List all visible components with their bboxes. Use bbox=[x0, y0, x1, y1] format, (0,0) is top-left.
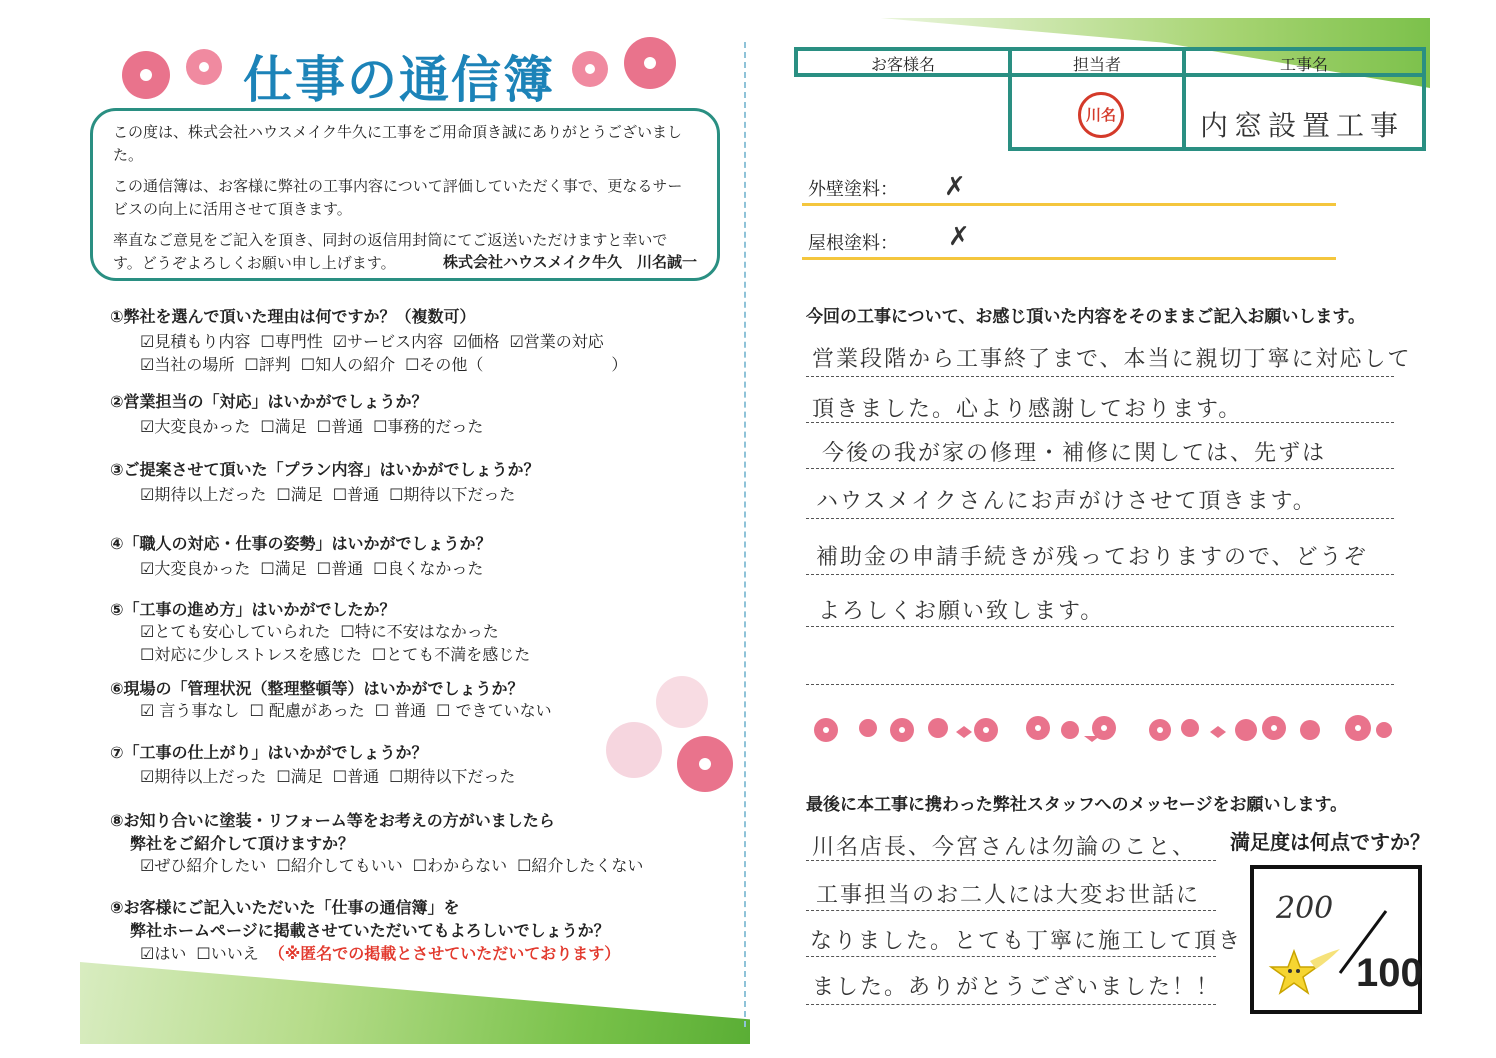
option[interactable]: ☐ できていない bbox=[436, 701, 552, 720]
question-8-options bbox=[140, 853, 653, 876]
option[interactable]: ☐ 配慮があった bbox=[249, 701, 365, 720]
question-7: ⑦「工事の仕上がり」はいかがでしょうか？ bbox=[110, 743, 428, 762]
message-rule bbox=[806, 860, 1216, 861]
question-3-options bbox=[140, 482, 525, 505]
question-2: ②営業担当の「対応」はいかがでしょうか？ bbox=[110, 392, 428, 411]
option[interactable]: ☐事務的だった bbox=[373, 417, 484, 436]
question-1-options-row2 bbox=[140, 352, 637, 375]
intro-signature: 株式会社ハウスメイク牛久 川名誠一 bbox=[443, 253, 697, 271]
question-1: ①弊社を選んで頂いた理由は何ですか？（複数可） bbox=[110, 307, 476, 326]
option[interactable]: ☐満足 bbox=[260, 559, 307, 578]
question-8-line2: 弊社をご紹介して頂けますか？ bbox=[130, 834, 355, 853]
option[interactable]: ☑ぜひ紹介したい bbox=[140, 856, 267, 875]
comment-rule bbox=[806, 574, 1394, 575]
comment-line: 今後の我が家の修理・補修に関しては、先ずは bbox=[822, 441, 1327, 466]
roof-paint-line bbox=[802, 257, 1336, 260]
option[interactable]: ☑当社の場所 bbox=[140, 355, 235, 374]
option[interactable]: ☑営業の対応 bbox=[509, 332, 604, 351]
comment-line: よろしくお願い致します。 bbox=[818, 599, 1105, 624]
intro-box bbox=[90, 108, 720, 281]
score-heading: 満足度は何点ですか？ bbox=[1230, 830, 1430, 854]
option[interactable]: ☑ 言う事なし bbox=[140, 701, 240, 720]
option[interactable]: ☐普通 bbox=[332, 485, 380, 504]
question-8: ⑧お知り合いに塗装・リフォーム等をお考えの方がいましたら bbox=[110, 811, 555, 830]
center-divider bbox=[744, 42, 746, 1027]
option[interactable]: ☐知人の紹介 bbox=[300, 355, 396, 374]
option[interactable]: ☐いいえ bbox=[196, 944, 259, 963]
wall-paint-label: 外壁塗料： bbox=[808, 179, 898, 200]
intro-paragraph-1: この度は、株式会社ハウスメイク牛久に工事をご用命頂き誠にありがとうございました。 bbox=[113, 123, 682, 164]
option[interactable]: ☐普通 bbox=[316, 559, 364, 578]
message-rule bbox=[806, 1004, 1216, 1005]
option[interactable]: ☐専門性 bbox=[260, 332, 323, 351]
option[interactable]: ☐とても不満を感じた bbox=[371, 645, 531, 664]
option[interactable]: ☐満足 bbox=[276, 767, 323, 786]
message-line: 工事担当のお二人には大変お世話に bbox=[816, 883, 1201, 908]
staff-stamp: 川名 bbox=[1078, 92, 1124, 138]
customer-label: お客様名 bbox=[870, 55, 935, 74]
option[interactable]: ☐評判 bbox=[244, 355, 291, 374]
intro-paragraph-2b: ビスの向上に活用させて頂きます。 bbox=[113, 200, 352, 218]
message-rule bbox=[806, 956, 1216, 957]
staff-label: 担当者 bbox=[1072, 55, 1121, 74]
comments-heading: 今回の工事について、お感じ頂いた内容をそのままご記入お願いします。 bbox=[806, 307, 1365, 327]
option[interactable]: ☐紹介したくない bbox=[517, 856, 644, 875]
question-4: ④「職人の対応・仕事の姿勢」はいかがでしょうか？ bbox=[110, 534, 492, 553]
option[interactable]: ☐満足 bbox=[260, 417, 307, 436]
message-line: ました。ありがとうございました！！ bbox=[812, 975, 1221, 1000]
roof-paint-label: 屋根塗料： bbox=[808, 233, 898, 254]
bottom-green-band bbox=[80, 962, 750, 1044]
comment-rule bbox=[806, 422, 1394, 423]
intro-paragraph-2a: この通信簿は、お客様に弊社の工事内容について評価していただく事で、更なるサー bbox=[113, 177, 683, 195]
comment-rule bbox=[806, 684, 1394, 685]
option[interactable]: ☐良くなかった bbox=[373, 559, 484, 578]
cherry-blossom-icon bbox=[116, 45, 251, 105]
question-5-options-row2 bbox=[140, 642, 540, 665]
score-max: 100 bbox=[1356, 951, 1423, 995]
option[interactable]: ☑価格 bbox=[453, 332, 500, 351]
question-1-options-row1 bbox=[140, 329, 614, 352]
comment-line: 補助金の申請手続きが残っておりますので、どうぞ bbox=[816, 545, 1368, 570]
question-7-options bbox=[140, 764, 525, 787]
flower-ribbon bbox=[806, 712, 1396, 748]
comment-line: 営業段階から工事終了まで、本当に親切丁寧に対応して bbox=[812, 347, 1412, 372]
work-name-value: 内窓設置工事 bbox=[1200, 109, 1405, 142]
page-title: 仕事の通信簿 bbox=[243, 51, 555, 109]
star-mascot-icon bbox=[1264, 947, 1344, 997]
question-6: ⑥現場の「管理状況（整理整頓等）はいかがでしょうか？ bbox=[110, 679, 524, 698]
wall-paint-line bbox=[802, 203, 1336, 206]
comment-rule bbox=[806, 376, 1394, 377]
intro-paragraph-3b: す。どうぞよろしくお願い申し上げます。 bbox=[113, 254, 396, 272]
score-value: 200 bbox=[1276, 891, 1334, 926]
option[interactable]: ☑サービス内容 bbox=[332, 332, 444, 351]
question-3: ③ご提案させて頂いた「プラン内容」はいかがでしょうか？ bbox=[110, 460, 540, 479]
roof-paint-value: ✗ bbox=[948, 222, 970, 252]
option[interactable]: ☑はい bbox=[140, 944, 187, 963]
question-4-options bbox=[140, 556, 493, 579]
option[interactable]: ☐期待以下だった bbox=[389, 767, 516, 786]
work-label: 工事名 bbox=[1279, 55, 1328, 74]
option[interactable]: ☑とても安心していられた bbox=[140, 622, 331, 641]
comment-line: ハウスメイクさんにお声がけさせて頂きます。 bbox=[816, 489, 1317, 514]
question-9-line2: 弊社ホームページに掲載させていただいてもよろしいでしょうか？ bbox=[130, 921, 610, 940]
score-box bbox=[1250, 865, 1422, 1014]
option[interactable]: ☐普通 bbox=[332, 767, 380, 786]
option[interactable]: ☐ 普通 bbox=[374, 701, 427, 720]
option[interactable]: ☐対応に少しストレスを感じた bbox=[140, 645, 362, 664]
option[interactable]: ☐その他（ ） bbox=[405, 355, 628, 374]
comment-rule bbox=[806, 626, 1394, 627]
message-line: なりました。とても丁寧に施工して頂き bbox=[810, 929, 1243, 954]
option[interactable]: ☐満足 bbox=[276, 485, 323, 504]
comment-rule bbox=[806, 518, 1394, 519]
question-5: ⑤「工事の進め方」はいかがでしたか？ bbox=[110, 600, 396, 619]
option[interactable]: ☑大変良かった bbox=[140, 559, 251, 578]
option[interactable]: ☐紹介してもいい bbox=[276, 856, 403, 875]
cherry-blossom-icon bbox=[600, 672, 740, 807]
comment-line: 頂きました。心より感謝しております。 bbox=[812, 397, 1243, 422]
option[interactable]: ☑期待以上だった bbox=[140, 767, 267, 786]
option[interactable]: ☑見積もり内容 bbox=[140, 332, 251, 351]
intro-paragraph-3a: 率直なご意見をご記入を頂き、同封の返信用封筒にてご返送いただけますと幸いで bbox=[113, 231, 668, 249]
option[interactable]: ☐普通 bbox=[316, 417, 364, 436]
cherry-blossom-icon bbox=[568, 35, 683, 95]
option[interactable]: ☐特に不安はなかった bbox=[340, 622, 499, 641]
option[interactable]: ☑期待以上だった bbox=[140, 485, 267, 504]
question-9: ⑨お客様にご記入いただいた「仕事の通信簿」を bbox=[110, 898, 460, 917]
option[interactable]: ☐期待以下だった bbox=[389, 485, 516, 504]
question-2-options bbox=[140, 414, 493, 437]
question-5-options-row1 bbox=[140, 619, 509, 642]
option[interactable]: ☐わからない bbox=[412, 856, 508, 875]
question-6-options bbox=[140, 698, 562, 721]
question-9-options bbox=[140, 941, 630, 964]
message-line: 川名店長、今宮さんは勿論のこと、 bbox=[812, 835, 1197, 860]
message-heading: 最後に本工事に携わった弊社スタッフへのメッセージをお願いします。 bbox=[806, 795, 1348, 815]
anonymous-note: （※匿名での掲載とさせていただいております） bbox=[268, 944, 621, 963]
option[interactable]: ☑大変良かった bbox=[140, 417, 251, 436]
comment-rule bbox=[806, 468, 1394, 469]
wall-paint-value: ✗ bbox=[944, 172, 966, 202]
message-rule bbox=[806, 910, 1216, 911]
